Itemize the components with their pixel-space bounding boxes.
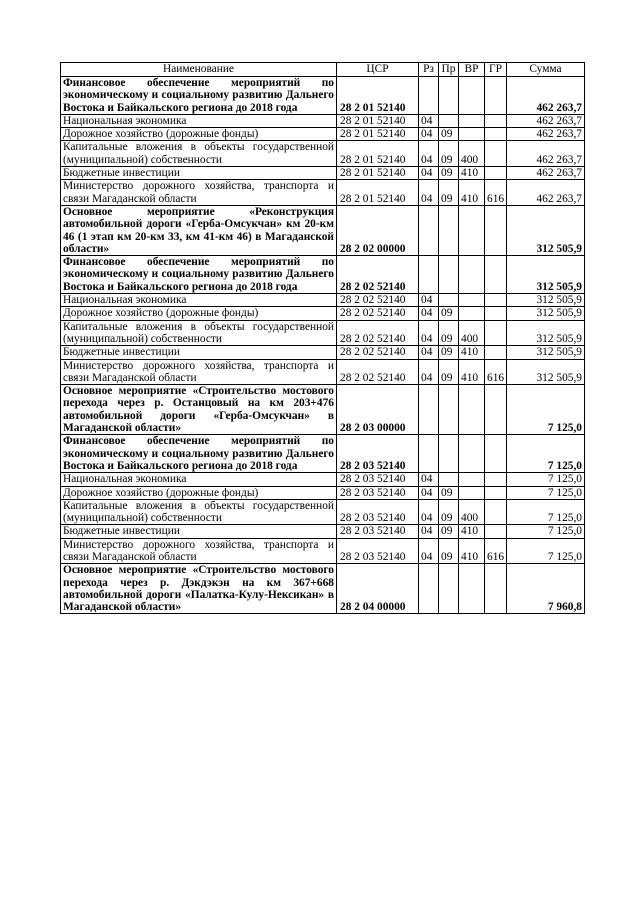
row-pr	[439, 205, 459, 255]
row-rz: 04	[419, 486, 439, 499]
row-csr: 28 2 01 52140	[337, 114, 419, 127]
row-rz: 04	[419, 473, 439, 486]
table-row	[61, 77, 585, 115]
row-gr	[485, 435, 507, 473]
row-csr: 28 2 01 52140	[337, 128, 419, 141]
table-row	[61, 320, 585, 346]
row-name: Национальная экономика	[61, 473, 337, 486]
row-pr: 09	[439, 141, 459, 167]
table-row	[61, 114, 585, 127]
row-csr: 28 2 03 52140	[337, 538, 419, 564]
row-sum: 7 960,8	[507, 564, 585, 614]
row-pr: 09	[439, 167, 459, 180]
row-name: Финансовое обеспечение мероприятий по экономическому и социальному развитию Дальнего Востока и Байкальского региона до 2018 года	[61, 256, 337, 294]
row-sum: 462 263,7	[507, 114, 585, 127]
row-vr	[459, 128, 485, 141]
table-row	[61, 128, 585, 141]
row-rz	[419, 77, 439, 115]
row-pr: 09	[439, 128, 459, 141]
row-name: Основное мероприятие «Строительство мостового перехода через р. Останцовый на км 203+476 автомобильной дороги «Герба-Омсукчан» в Магаданской области»	[61, 385, 337, 435]
row-csr: 28 2 02 52140	[337, 359, 419, 385]
row-sum: 462 263,7	[507, 77, 585, 115]
header-rz: Рз	[419, 63, 439, 77]
row-csr: 28 2 01 52140	[337, 167, 419, 180]
table-row	[61, 385, 585, 435]
row-pr	[439, 435, 459, 473]
row-gr	[485, 499, 507, 525]
row-rz: 04	[419, 525, 439, 538]
row-name: Капитальные вложения в объекты государственной (муниципальной) собственности	[61, 141, 337, 167]
row-gr	[485, 167, 507, 180]
row-pr: 09	[439, 538, 459, 564]
row-pr: 09	[439, 525, 459, 538]
row-sum: 312 505,9	[507, 307, 585, 320]
row-rz	[419, 256, 439, 294]
row-gr	[485, 385, 507, 435]
row-rz	[419, 385, 439, 435]
row-pr	[439, 294, 459, 307]
row-vr	[459, 205, 485, 255]
row-rz: 04	[419, 499, 439, 525]
row-gr	[485, 128, 507, 141]
table-row	[61, 435, 585, 473]
row-vr	[459, 385, 485, 435]
row-gr	[485, 525, 507, 538]
row-vr: 400	[459, 320, 485, 346]
row-name: Финансовое обеспечение мероприятий по экономическому и социальному развитию Дальнего Востока и Байкальского региона до 2018 года	[61, 435, 337, 473]
row-rz: 04	[419, 141, 439, 167]
table-row	[61, 180, 585, 206]
row-name: Финансовое обеспечение мероприятий по экономическому и социальному развитию Дальнего Востока и Байкальского региона до 2018 года	[61, 77, 337, 115]
row-sum: 462 263,7	[507, 180, 585, 206]
header-pr: Пр	[439, 63, 459, 77]
row-csr: 28 2 02 52140	[337, 256, 419, 294]
row-vr	[459, 256, 485, 294]
row-vr	[459, 564, 485, 614]
row-sum: 7 125,0	[507, 499, 585, 525]
row-name: Министерство дорожного хозяйства, транспорта и связи Магаданской области	[61, 538, 337, 564]
row-pr: 09	[439, 320, 459, 346]
row-rz: 04	[419, 307, 439, 320]
row-vr	[459, 435, 485, 473]
row-gr	[485, 77, 507, 115]
row-rz: 04	[419, 167, 439, 180]
row-vr: 400	[459, 499, 485, 525]
row-name: Основное мероприятие «Реконструкция автомобильной дороги «Герба-Омсукчан» км 20-км 46 (1 этап км 20-км 33, км 41-км 46) в Магаданской области»	[61, 205, 337, 255]
row-pr: 09	[439, 499, 459, 525]
row-name: Национальная экономика	[61, 114, 337, 127]
row-sum: 7 125,0	[507, 385, 585, 435]
row-pr: 09	[439, 180, 459, 206]
row-pr	[439, 114, 459, 127]
table-row	[61, 499, 585, 525]
row-rz	[419, 564, 439, 614]
table-row	[61, 205, 585, 255]
table-row	[61, 294, 585, 307]
row-gr: 616	[485, 359, 507, 385]
row-name: Основное мероприятие «Строительство мостового перехода через р. Дэкдэкэн на км 367+668 автомобильной дороги «Палатка-Кулу-Нексикан» в Магаданской области»	[61, 564, 337, 614]
row-sum: 7 125,0	[507, 525, 585, 538]
row-csr: 28 2 02 52140	[337, 320, 419, 346]
row-sum: 462 263,7	[507, 128, 585, 141]
table-row	[61, 525, 585, 538]
row-gr	[485, 294, 507, 307]
row-rz: 04	[419, 538, 439, 564]
row-gr	[485, 256, 507, 294]
row-sum: 7 125,0	[507, 435, 585, 473]
row-sum: 312 505,9	[507, 320, 585, 346]
row-sum: 312 505,9	[507, 294, 585, 307]
row-csr: 28 2 02 00000	[337, 205, 419, 255]
row-name: Министерство дорожного хозяйства, транспорта и связи Магаданской области	[61, 180, 337, 206]
row-vr: 410	[459, 180, 485, 206]
row-sum: 312 505,9	[507, 205, 585, 255]
row-sum: 462 263,7	[507, 141, 585, 167]
row-sum: 7 125,0	[507, 538, 585, 564]
row-rz	[419, 435, 439, 473]
row-gr: 616	[485, 538, 507, 564]
row-vr	[459, 294, 485, 307]
row-pr	[439, 385, 459, 435]
row-pr: 09	[439, 307, 459, 320]
row-pr	[439, 77, 459, 115]
row-sum: 7 125,0	[507, 486, 585, 499]
header-sum: Сумма	[507, 63, 585, 77]
table-row	[61, 359, 585, 385]
row-name: Капитальные вложения в объекты государственной (муниципальной) собственности	[61, 499, 337, 525]
table-row	[61, 346, 585, 359]
table-row	[61, 167, 585, 180]
row-gr	[485, 141, 507, 167]
row-pr	[439, 256, 459, 294]
row-csr: 28 2 01 52140	[337, 77, 419, 115]
row-rz: 04	[419, 294, 439, 307]
table-body	[61, 77, 585, 614]
row-vr: 410	[459, 359, 485, 385]
table-row	[61, 486, 585, 499]
row-csr: 28 2 03 52140	[337, 473, 419, 486]
row-gr	[485, 564, 507, 614]
row-csr: 28 2 02 52140	[337, 294, 419, 307]
row-vr	[459, 486, 485, 499]
row-gr	[485, 320, 507, 346]
row-csr: 28 2 04 00000	[337, 564, 419, 614]
row-sum: 312 505,9	[507, 256, 585, 294]
row-rz: 04	[419, 114, 439, 127]
row-gr	[485, 346, 507, 359]
row-gr	[485, 486, 507, 499]
row-vr: 410	[459, 538, 485, 564]
header-gr: ГР	[485, 63, 507, 77]
row-rz: 04	[419, 320, 439, 346]
row-vr	[459, 473, 485, 486]
table-header-row	[61, 63, 585, 77]
header-vr: ВР	[459, 63, 485, 77]
row-csr: 28 2 01 52140	[337, 180, 419, 206]
row-gr	[485, 307, 507, 320]
row-sum: 312 505,9	[507, 346, 585, 359]
row-vr	[459, 307, 485, 320]
row-pr: 09	[439, 346, 459, 359]
row-csr: 28 2 03 52140	[337, 499, 419, 525]
row-name: Министерство дорожного хозяйства, транспорта и связи Магаданской области	[61, 359, 337, 385]
row-vr: 410	[459, 525, 485, 538]
row-name: Дорожное хозяйство (дорожные фонды)	[61, 307, 337, 320]
row-rz: 04	[419, 128, 439, 141]
header-csr: ЦСР	[337, 63, 419, 77]
row-name: Национальная экономика	[61, 294, 337, 307]
row-csr: 28 2 03 52140	[337, 525, 419, 538]
table-row	[61, 538, 585, 564]
header-name: Наименование	[61, 63, 337, 77]
row-csr: 28 2 01 52140	[337, 141, 419, 167]
row-sum: 462 263,7	[507, 167, 585, 180]
row-name: Дорожное хозяйство (дорожные фонды)	[61, 128, 337, 141]
row-sum: 7 125,0	[507, 473, 585, 486]
row-pr: 09	[439, 486, 459, 499]
row-name: Бюджетные инвестиции	[61, 346, 337, 359]
row-rz: 04	[419, 180, 439, 206]
row-csr: 28 2 03 52140	[337, 486, 419, 499]
row-rz: 04	[419, 359, 439, 385]
row-csr: 28 2 02 52140	[337, 307, 419, 320]
row-pr: 09	[439, 359, 459, 385]
row-csr: 28 2 03 00000	[337, 385, 419, 435]
row-gr	[485, 114, 507, 127]
row-name: Бюджетные инвестиции	[61, 525, 337, 538]
table-row	[61, 256, 585, 294]
row-csr: 28 2 03 52140	[337, 435, 419, 473]
row-vr	[459, 114, 485, 127]
row-name: Капитальные вложения в объекты государственной (муниципальной) собственности	[61, 320, 337, 346]
row-gr	[485, 205, 507, 255]
row-vr: 410	[459, 346, 485, 359]
row-sum: 312 505,9	[507, 359, 585, 385]
table-row	[61, 564, 585, 614]
budget-table	[60, 62, 585, 614]
row-name: Бюджетные инвестиции	[61, 167, 337, 180]
row-rz	[419, 205, 439, 255]
row-csr: 28 2 02 52140	[337, 346, 419, 359]
row-name: Дорожное хозяйство (дорожные фонды)	[61, 486, 337, 499]
row-gr	[485, 473, 507, 486]
row-vr: 400	[459, 141, 485, 167]
row-gr: 616	[485, 180, 507, 206]
table-row	[61, 307, 585, 320]
row-vr: 410	[459, 167, 485, 180]
row-vr	[459, 77, 485, 115]
table-row	[61, 141, 585, 167]
row-rz: 04	[419, 346, 439, 359]
row-pr	[439, 473, 459, 486]
row-pr	[439, 564, 459, 614]
table-row	[61, 473, 585, 486]
